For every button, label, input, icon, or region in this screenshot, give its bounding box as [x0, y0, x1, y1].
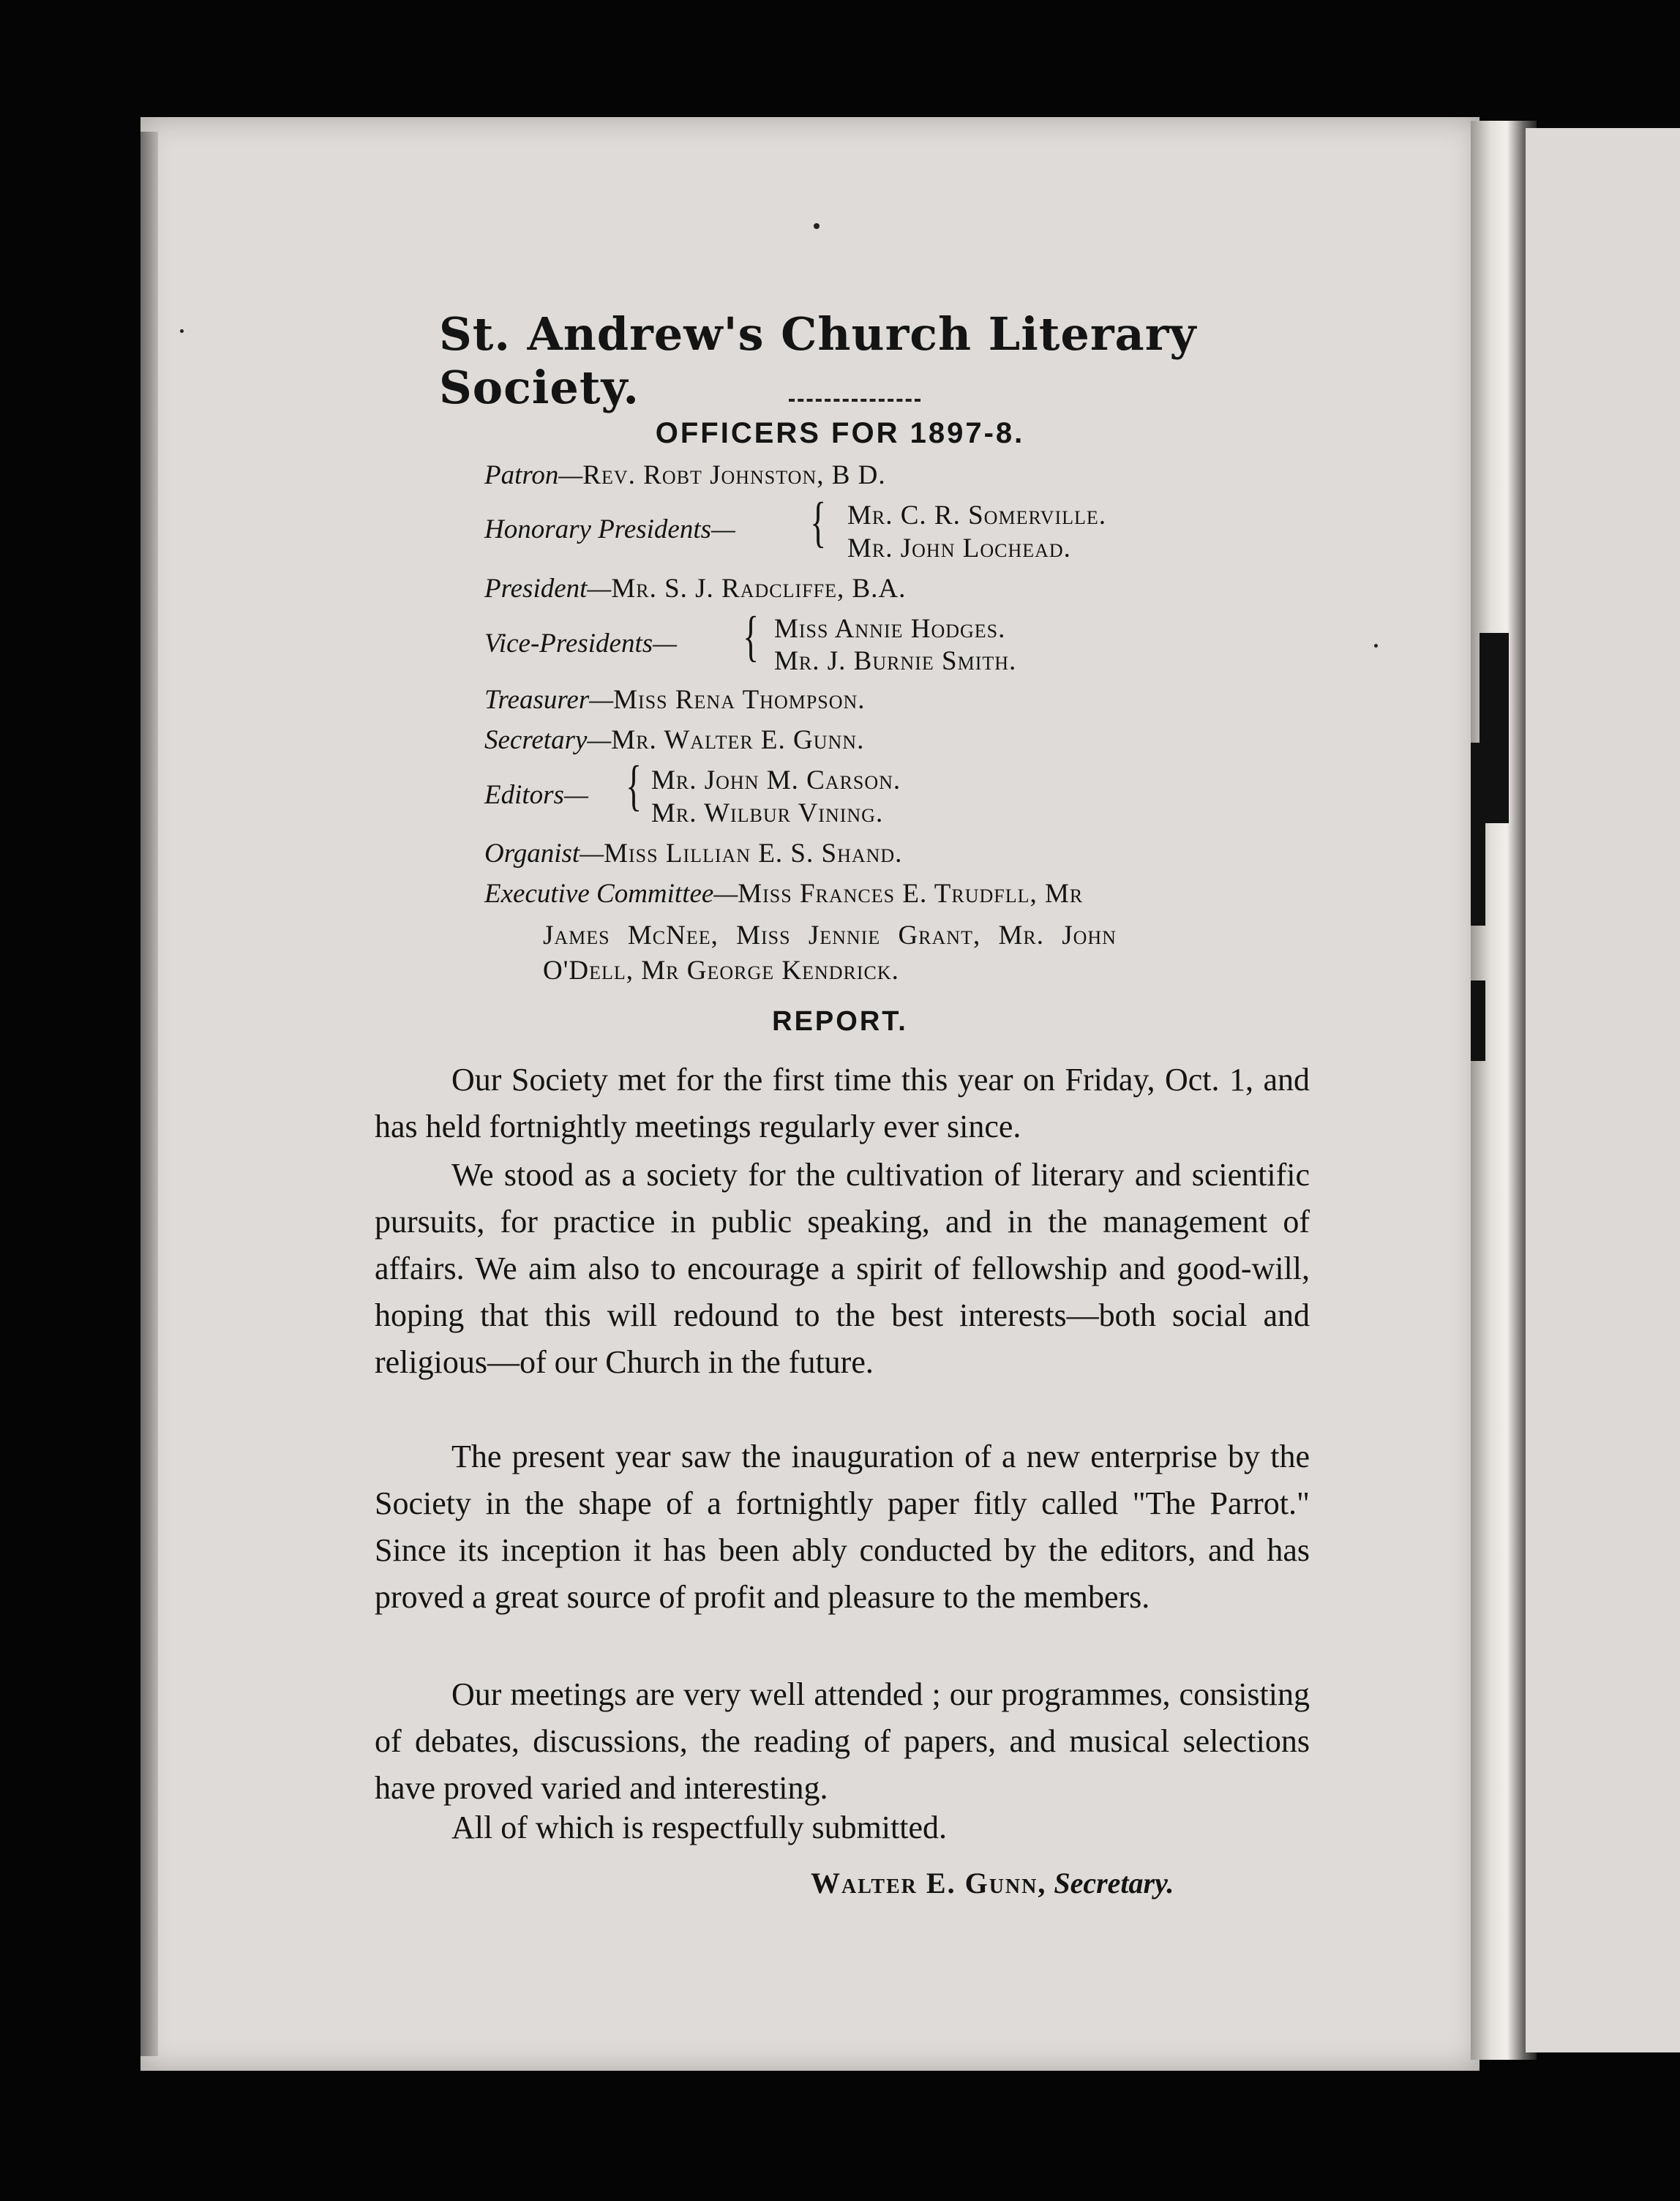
officer-value: Mr. J. Burnie Smith. — [774, 646, 1017, 676]
officer-editors-label-line — [484, 779, 588, 811]
report-heading: REPORT. — [772, 1006, 908, 1037]
signature — [811, 1866, 1174, 1900]
officer-label: Treasurer— — [484, 685, 614, 715]
officer-value: Rev. Robt Johnston, B D. — [582, 460, 886, 490]
signature-title: Secretary. — [1054, 1867, 1174, 1900]
officer-vice-label-line — [484, 628, 677, 659]
officer-executive — [484, 878, 1083, 910]
officer-organist — [484, 838, 902, 869]
officer-label: Editors— — [484, 780, 588, 810]
officer-secretary — [484, 724, 864, 756]
officer-value: Miss Lillian E. S. Shand. — [604, 839, 903, 869]
officer-value: Mr. Wilbur Vining. — [651, 798, 884, 828]
officer-president — [484, 573, 906, 604]
report-paragraph: We stood as a society for the cultivation of literary and scientific pursuits, for practice in public speaking, and in the management of affairs. We aim also to encourage a spirit of fellowship and good-will, hoping that this will redound to the best interests—both social and religious—of our Church in the future. — [375, 1157, 1310, 1380]
officer-value: Mr. Walter E. Gunn. — [611, 725, 865, 755]
officer-label: Patron— — [484, 460, 583, 490]
officer-value: James McNee, Miss Jennie Grant, Mr. John — [543, 920, 1117, 950]
print-speck — [814, 223, 820, 229]
officer-label: Honorary Presidents— — [484, 514, 735, 544]
officer-label: Vice-Presidents— — [484, 629, 678, 659]
officer-treasurer — [484, 684, 866, 716]
officer-value: Miss Frances E. Trudfll, Mr — [738, 879, 1084, 909]
brace-icon: { — [626, 755, 642, 817]
officer-value: Mr. John M. Carson. — [651, 765, 901, 795]
title-divider — [789, 399, 920, 402]
report-paragraph: Our Society met for the first time this year on Friday, Oct. 1, and has held fortnightly meetings regularly ever since. — [375, 1062, 1310, 1144]
signature-name: Walter E. Gunn, — [811, 1867, 1047, 1900]
officer-patron — [484, 460, 886, 491]
print-speck — [180, 329, 184, 333]
report-paragraph: The present year saw the inauguration of a new enterprise by the Society in the shape of a fortnightly paper fitly called "The Parrot." Since its inception it has been ably conducted by the editors, and has proved a great source of profit and pleasure to the members. — [375, 1439, 1310, 1615]
officer-label: Executive Committee— — [484, 879, 738, 909]
brace-icon: { — [810, 492, 827, 553]
officer-label: President— — [484, 574, 612, 604]
officer-label: Secretary— — [484, 725, 612, 755]
closing-line: All of which is respectfully submitted. — [451, 1810, 947, 1845]
print-speck — [1374, 644, 1378, 648]
officers-heading: OFFICERS FOR 1897-8. — [655, 417, 1025, 449]
brace-icon: { — [743, 606, 760, 667]
officer-label: Organist— — [484, 839, 604, 869]
officer-value: Mr. C. R. Somerville. — [847, 500, 1107, 530]
officer-value: O'Dell, Mr George Kendrick. — [543, 956, 899, 986]
officer-value: Miss Annie Hodges. — [774, 614, 1006, 644]
officer-value: Mr. S. J. Radcliffe, B.A. — [611, 574, 907, 604]
officer-value: Mr. John Lochead. — [847, 533, 1071, 563]
page-title: St. Andrew's Church Literary Society. — [439, 307, 1197, 414]
report-paragraph: Our meetings are very well attended ; our programmes, consisting of debates, discussions, the reading of papers, and musical selections have proved varied and interesting. — [375, 1676, 1310, 1806]
officer-value: Miss Rena Thompson. — [613, 685, 866, 715]
officer-honorary-label-line — [484, 514, 735, 545]
